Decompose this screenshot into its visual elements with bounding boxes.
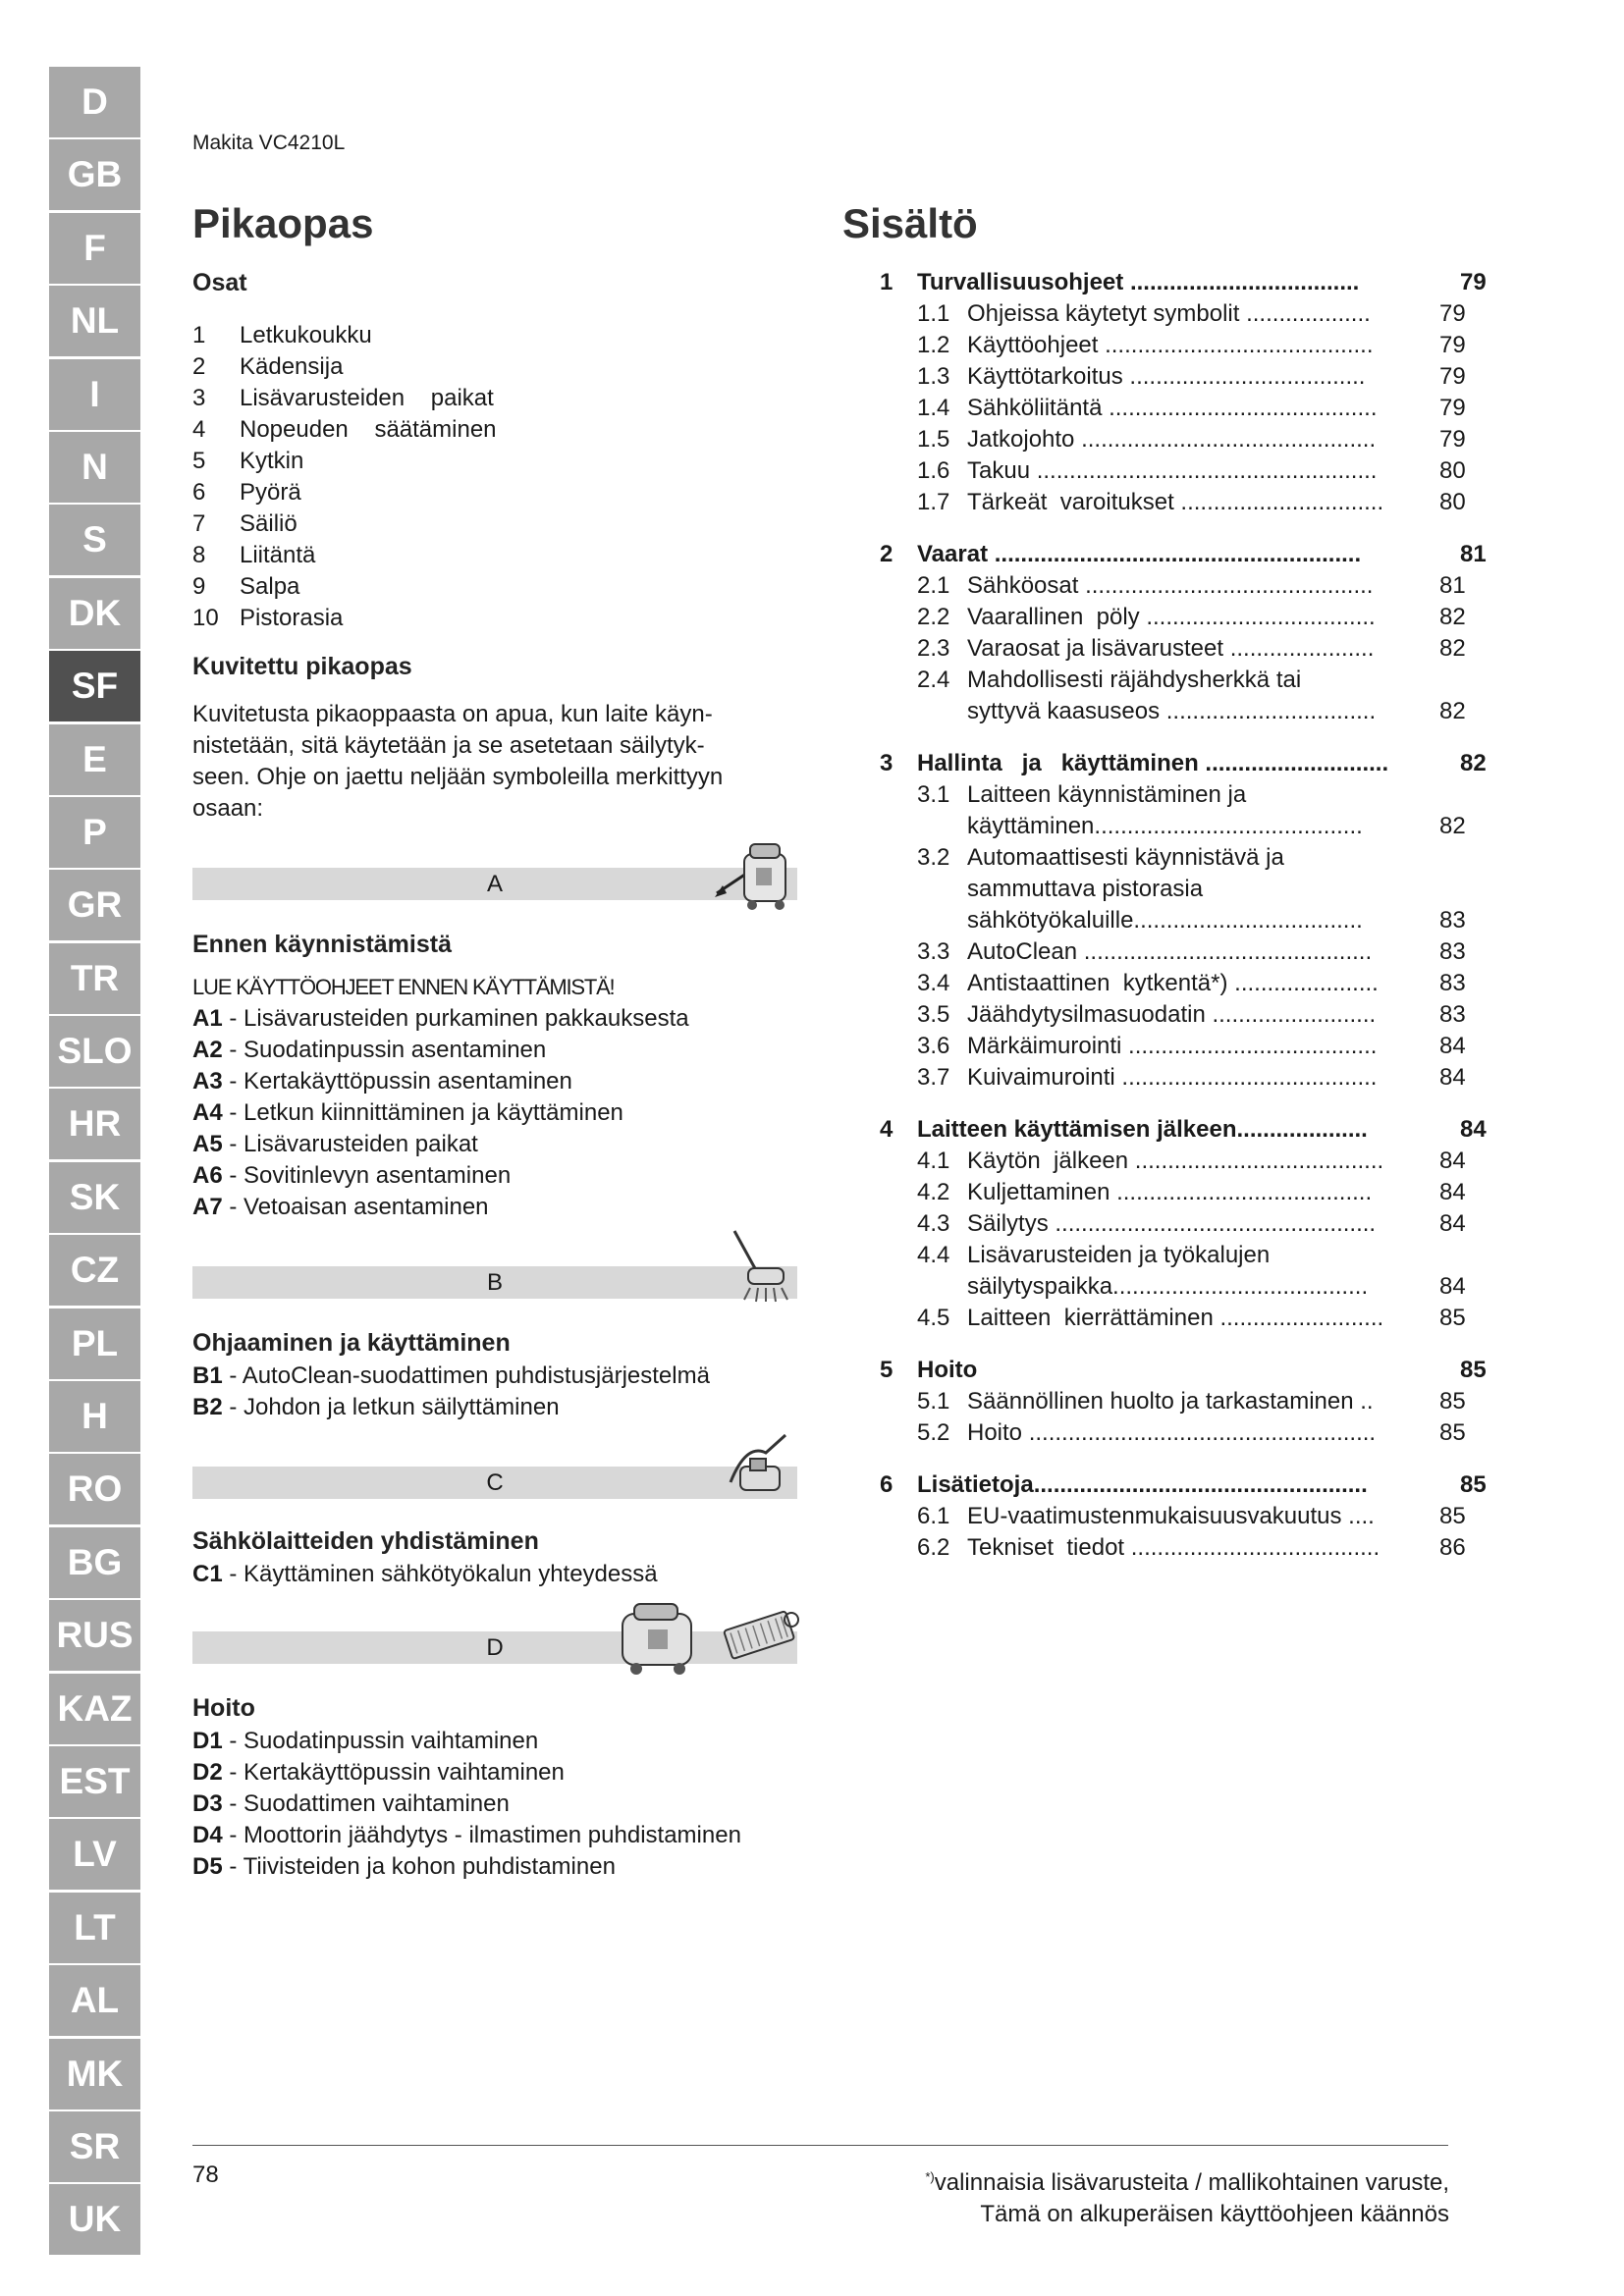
toc-item[interactable] xyxy=(0,876,1512,907)
toc-item-page: 84 xyxy=(1439,1179,1466,1205)
instruction-code: A3 xyxy=(192,1068,223,1095)
language-tab-tr[interactable]: TR xyxy=(49,943,140,1014)
toc-item-label: Ohjeissa käytetyt symbolit ................... xyxy=(967,300,1371,327)
toc-item-label: Automaattisesti käynnistävä ja xyxy=(967,844,1284,871)
instruction-text: - Suodattimen vaihtaminen xyxy=(222,1790,510,1817)
toc-chapter-number: 5 xyxy=(880,1357,893,1383)
part-label: Salpa xyxy=(240,573,300,600)
footer-rule xyxy=(192,2145,1448,2146)
toc-item-number: 3.5 xyxy=(917,1001,950,1028)
language-tab-slo[interactable]: SLO xyxy=(49,1016,140,1087)
toc-item-number: 1.5 xyxy=(917,426,950,453)
instruction-text: - Lisävarusteiden paikat xyxy=(222,1131,478,1157)
language-tab-p[interactable]: P xyxy=(49,797,140,868)
language-tab-mk[interactable]: MK xyxy=(49,2039,140,2109)
toc-item-number: 4.4 xyxy=(917,1242,950,1268)
toc-item-label: Hoito ..................................................... xyxy=(967,1419,1377,1446)
part-label: Säiliö xyxy=(240,510,298,537)
toc-item-label: AutoClean ............................................ xyxy=(967,938,1373,965)
toc-item-number: 3.7 xyxy=(917,1064,950,1091)
toc-item-page: 82 xyxy=(1439,635,1466,662)
language-tab-kaz[interactable]: KAZ xyxy=(49,1674,140,1744)
toc-item-label: Lisävarusteiden ja työkalujen xyxy=(967,1242,1271,1268)
part-label: Letkukoukku xyxy=(240,322,372,348)
instruction-text: - Lisävarusteiden purkaminen pakkauksesta xyxy=(222,1005,689,1032)
toc-item[interactable] xyxy=(0,1210,1512,1242)
instruction-text: - Letkun kiinnittäminen ja käyttäminen xyxy=(222,1099,623,1126)
language-tab-s[interactable]: S xyxy=(49,505,140,575)
part-number: 7 xyxy=(192,510,206,537)
quick-guide-title: Pikaopas xyxy=(192,200,374,246)
parts-heading: Osat xyxy=(192,269,247,296)
language-tab-rus[interactable]: RUS xyxy=(49,1600,140,1671)
toc-item-page: 83 xyxy=(1439,938,1466,965)
toc-item-page: 84 xyxy=(1439,1064,1466,1091)
language-tab-gb[interactable]: GB xyxy=(49,139,140,210)
toc-item-label: Sähköliitäntä ......................................... xyxy=(967,395,1378,421)
toc-item-label: sammuttava pistorasia xyxy=(967,876,1204,902)
toc-item-page: 79 xyxy=(1439,363,1466,390)
toc-item[interactable] xyxy=(0,813,1512,844)
part-label: Nopeuden säätäminen xyxy=(240,416,497,443)
language-tab-d[interactable]: D xyxy=(49,67,140,137)
instruction-code: A4 xyxy=(192,1099,223,1126)
toc-chapter[interactable] xyxy=(0,1471,1512,1503)
toc-item[interactable] xyxy=(0,1388,1512,1419)
toc-item-label: Jatkojohto ............................................. xyxy=(967,426,1377,453)
toc-item[interactable] xyxy=(0,970,1512,1001)
toc-item-label: Säännöllinen huolto ja tarkastaminen .. xyxy=(967,1388,1374,1415)
instruction-text: - Johdon ja letkun säilyttäminen xyxy=(222,1394,560,1420)
instruction-code: A5 xyxy=(192,1131,223,1157)
illustrated-guide-heading: Kuvitettu pikaopas xyxy=(192,653,412,680)
instruction-code: D2 xyxy=(192,1759,223,1786)
toc-item-label: Laitteen kierrättäminen ......................... xyxy=(967,1305,1384,1331)
toc-item-label: Säilytys ................................................. xyxy=(967,1210,1377,1237)
toc-item-page: 80 xyxy=(1439,457,1466,484)
page-number: 78 xyxy=(192,2162,219,2188)
part-label: Kädensija xyxy=(240,353,344,380)
toc-item-label: Antistaattinen kytkentä*) ...................... xyxy=(967,970,1379,996)
toc-item-label: Kuljettaminen ....................................... xyxy=(967,1179,1373,1205)
toc-item-page: 79 xyxy=(1439,395,1466,421)
toc-item-page: 86 xyxy=(1439,1534,1466,1561)
language-tab-sk[interactable]: SK xyxy=(49,1162,140,1233)
toc-item[interactable] xyxy=(0,1305,1512,1336)
language-tab-sf[interactable]: SF xyxy=(49,651,140,721)
instruction-code: B2 xyxy=(192,1394,223,1420)
instruction-code: A2 xyxy=(192,1037,223,1063)
language-tab-h[interactable]: H xyxy=(49,1381,140,1452)
toc-item-number: 1.1 xyxy=(917,300,950,327)
instruction-code: D4 xyxy=(192,1822,223,1848)
language-tab-pl[interactable]: PL xyxy=(49,1308,140,1379)
toc-chapter[interactable] xyxy=(0,1357,1512,1388)
toc-item[interactable] xyxy=(0,332,1512,363)
intro-line: seen. Ohje on jaettu neljään symboleilla merkittyyn xyxy=(192,764,724,790)
language-tab-lv[interactable]: LV xyxy=(49,1819,140,1890)
toc-item[interactable] xyxy=(0,1064,1512,1095)
toc-item-number: 1.7 xyxy=(917,489,950,515)
instruction-code: B1 xyxy=(192,1362,223,1389)
toc-item-page: 80 xyxy=(1439,489,1466,515)
part-label: Pistorasia xyxy=(240,605,344,631)
toc-item-label: Vaarallinen pöly ................................... xyxy=(967,604,1376,630)
part-number: 2 xyxy=(192,353,206,380)
instruction-code: C1 xyxy=(192,1561,223,1587)
language-tab-n[interactable]: N xyxy=(49,432,140,503)
instruction-text: - Suodatinpussin asentaminen xyxy=(222,1037,547,1063)
intro-line: nistetään, sitä käytetään ja se asetetaan säilytyk- xyxy=(192,732,705,759)
toc-item[interactable] xyxy=(0,1033,1512,1064)
intro-line: Kuvitetusta pikaoppaasta on apua, kun laite käyn- xyxy=(192,701,713,727)
contents-title: Sisältö xyxy=(842,200,978,246)
toc-chapter[interactable] xyxy=(0,541,1512,572)
toc-item-page: 83 xyxy=(1439,907,1466,934)
toc-item-page: 83 xyxy=(1439,970,1466,996)
part-number: 5 xyxy=(192,448,206,474)
toc-item-number: 3.3 xyxy=(917,938,950,965)
toc-item[interactable] xyxy=(0,635,1512,667)
toc-item[interactable] xyxy=(0,907,1512,938)
toc-item[interactable] xyxy=(0,1148,1512,1179)
toc-item-page: 83 xyxy=(1439,1001,1466,1028)
part-number: 4 xyxy=(192,416,206,443)
toc-item[interactable] xyxy=(0,698,1512,729)
toc-item-number: 5.2 xyxy=(917,1419,950,1446)
toc-item-page: 79 xyxy=(1439,332,1466,358)
section-a-letter: A xyxy=(486,871,503,897)
toc-chapter-number: 2 xyxy=(880,541,893,567)
toc-chapter-number: 3 xyxy=(880,750,893,776)
instruction-text: - Vetoaisan asentaminen xyxy=(222,1194,489,1220)
section-b-heading: Ohjaaminen ja käyttäminen xyxy=(192,1329,511,1357)
toc-item[interactable] xyxy=(0,844,1512,876)
part-label: Liitäntä xyxy=(240,542,316,568)
instruction-item xyxy=(192,1789,510,1820)
toc-item[interactable] xyxy=(0,938,1512,970)
language-tab-ro[interactable]: RO xyxy=(49,1454,140,1524)
toc-item-page: 81 xyxy=(1439,572,1466,599)
toc-item-label: syttyvä kaasuseos ................................ xyxy=(967,698,1377,724)
toc-chapter-page: 82 xyxy=(1460,750,1487,776)
language-tab-al[interactable]: AL xyxy=(49,1965,140,2036)
toc-item-number: 1.3 xyxy=(917,363,950,390)
instruction-text: - Kertakäyttöpussin vaihtaminen xyxy=(222,1759,565,1786)
toc-item-page: 85 xyxy=(1439,1419,1466,1446)
toc-item[interactable] xyxy=(0,1179,1512,1210)
part-label: Pyörä xyxy=(240,479,301,506)
toc-item-number: 4.2 xyxy=(917,1179,950,1205)
toc-chapter-label: Turvallisuusohjeet ................................... xyxy=(917,269,1360,295)
toc-item[interactable] xyxy=(0,1419,1512,1451)
toc-chapter-number: 6 xyxy=(880,1471,893,1498)
instruction-text: - Kertakäyttöpussin asentaminen xyxy=(222,1068,572,1095)
toc-chapter-label: Laitteen käyttämisen jälkeen.................... xyxy=(917,1116,1368,1143)
toc-item-number: 6.1 xyxy=(917,1503,950,1529)
toc-item-number: 2.4 xyxy=(917,667,950,693)
instruction-text: - Suodatinpussin vaihtaminen xyxy=(222,1728,539,1754)
toc-item-number: 4.5 xyxy=(917,1305,950,1331)
toc-item-number: 1.2 xyxy=(917,332,950,358)
toc-item-page: 84 xyxy=(1439,1148,1466,1174)
part-number: 8 xyxy=(192,542,206,568)
toc-item[interactable] xyxy=(0,781,1512,813)
language-tab-gr[interactable]: GR xyxy=(49,870,140,940)
toc-item-label: Käyttötarkoitus .................................... xyxy=(967,363,1366,390)
toc-item-page: 82 xyxy=(1439,813,1466,839)
language-tab-cz[interactable]: CZ xyxy=(49,1235,140,1306)
toc-item-number: 2.3 xyxy=(917,635,950,662)
footnote xyxy=(925,2162,1449,2230)
toc-item-label: Laitteen käynnistäminen ja xyxy=(967,781,1247,808)
toc-item[interactable] xyxy=(0,572,1512,604)
section-c-heading: Sähkölaitteiden yhdistäminen xyxy=(192,1527,539,1555)
toc-item-label: sähkötyökaluille................................... xyxy=(967,907,1363,934)
toc-item-page: 84 xyxy=(1439,1273,1466,1300)
toc-chapter-page: 85 xyxy=(1460,1471,1487,1498)
instruction-code: D3 xyxy=(192,1790,223,1817)
toc-item-label: EU-vaatimustenmukaisuusvakuutus .... xyxy=(967,1503,1375,1529)
toc-item-number: 3.4 xyxy=(917,970,950,996)
toc-item[interactable] xyxy=(0,300,1512,332)
instruction-item xyxy=(192,1851,616,1883)
part-label: Lisävarusteiden paikat xyxy=(240,385,494,411)
toc-item[interactable] xyxy=(0,1503,1512,1534)
section-b-letter: B xyxy=(486,1269,503,1296)
instruction-code: A7 xyxy=(192,1194,223,1220)
toc-item-number: 4.1 xyxy=(917,1148,950,1174)
toc-chapter-page: 84 xyxy=(1460,1116,1487,1143)
intro-line: osaan: xyxy=(192,795,264,822)
toc-item-page: 82 xyxy=(1439,604,1466,630)
toc-chapter-label: Hoito xyxy=(917,1357,978,1383)
section-a-heading: Ennen käynnistämistä xyxy=(192,931,452,958)
toc-item-number: 3.2 xyxy=(917,844,950,871)
toc-item-label: käyttäminen......................................... xyxy=(967,813,1363,839)
instruction-code: D5 xyxy=(192,1853,223,1880)
toc-chapter[interactable] xyxy=(0,269,1512,300)
part-label: Kytkin xyxy=(240,448,304,474)
instruction-code: A6 xyxy=(192,1162,223,1189)
instruction-item xyxy=(192,1820,741,1851)
toc-item-number: 3.1 xyxy=(917,781,950,808)
toc-item-number: 1.6 xyxy=(917,457,950,484)
toc-item[interactable] xyxy=(0,395,1512,426)
toc-item-page: 79 xyxy=(1439,300,1466,327)
instruction-code: D1 xyxy=(192,1728,223,1754)
toc-item-label: Käytön jälkeen ...................................... xyxy=(967,1148,1384,1174)
toc-item-page: 85 xyxy=(1439,1305,1466,1331)
instruction-code: A1 xyxy=(192,1005,223,1032)
section-d-heading: Hoito xyxy=(192,1694,255,1722)
part-number: 6 xyxy=(192,479,206,506)
instruction-text: - Moottorin jäähdytys - ilmastimen puhdistaminen xyxy=(222,1822,741,1848)
part-number: 9 xyxy=(192,573,206,600)
toc-chapter-page: 81 xyxy=(1460,541,1487,567)
language-tab-nl[interactable]: NL xyxy=(49,286,140,356)
toc-chapter-label: Vaarat ........................................................ xyxy=(917,541,1362,567)
language-tab-f[interactable]: F xyxy=(49,213,140,284)
toc-chapter-label: Hallinta ja käyttäminen ............................ xyxy=(917,750,1389,776)
instruction-item xyxy=(192,1757,565,1789)
toc-item-label: Kuivaimurointi ....................................... xyxy=(967,1064,1378,1091)
toc-item-page: 84 xyxy=(1439,1033,1466,1059)
toc-item-label: Märkäimurointi ...................................... xyxy=(967,1033,1378,1059)
footnote-marker: *) xyxy=(925,2169,935,2184)
toc-item-number: 5.1 xyxy=(917,1388,950,1415)
instruction-text: - Sovitinlevyn asentaminen xyxy=(222,1162,512,1189)
language-tab-hr[interactable]: HR xyxy=(49,1089,140,1159)
language-tab-uk[interactable]: UK xyxy=(49,2184,140,2255)
toc-chapter-number: 1 xyxy=(880,269,893,295)
language-tab-dk[interactable]: DK xyxy=(49,578,140,649)
toc-item-label: Jäähdytysilmasuodatin ......................... xyxy=(967,1001,1377,1028)
toc-chapter-number: 4 xyxy=(880,1116,893,1143)
toc-item[interactable] xyxy=(0,489,1512,520)
footnote-line-1: valinnaisia lisävarusteita / mallikohtainen varuste, xyxy=(934,2169,1449,2196)
language-tab-est[interactable]: EST xyxy=(49,1746,140,1817)
toc-chapter[interactable] xyxy=(0,750,1512,781)
language-tab-lt[interactable]: LT xyxy=(49,1893,140,1963)
toc-item[interactable] xyxy=(0,1534,1512,1566)
instruction-text: - Tiivisteiden ja kohon puhdistaminen xyxy=(222,1853,616,1880)
instruction-item xyxy=(192,1726,538,1757)
toc-chapter-page: 79 xyxy=(1460,269,1487,295)
toc-item-page: 85 xyxy=(1439,1503,1466,1529)
toc-item-label: Mahdollisesti räjähdysherkkä tai xyxy=(967,667,1302,693)
part-number: 1 xyxy=(192,322,206,348)
toc-item-page: 79 xyxy=(1439,426,1466,453)
section-d-letter: D xyxy=(486,1634,504,1661)
language-tab-bg[interactable]: BG xyxy=(49,1527,140,1598)
part-number: 3 xyxy=(192,385,206,411)
toc-item[interactable] xyxy=(0,457,1512,489)
toc-item[interactable] xyxy=(0,1242,1512,1273)
language-tab-i[interactable]: I xyxy=(49,359,140,430)
language-tab-e[interactable]: E xyxy=(49,724,140,795)
toc-item-label: Takuu .................................................... xyxy=(967,457,1378,484)
toc-item[interactable] xyxy=(0,604,1512,635)
read-manual-warning: LUE KÄYTTÖOHJEET ENNEN KÄYTTÄMISTÄ! xyxy=(192,975,615,999)
toc-item-page: 84 xyxy=(1439,1210,1466,1237)
language-tab-sr[interactable]: SR xyxy=(49,2111,140,2182)
toc-chapter[interactable] xyxy=(0,1116,1512,1148)
model-name: Makita VC4210L xyxy=(192,132,346,154)
toc-item-number: 2.2 xyxy=(917,604,950,630)
toc-item-label: Käyttöohjeet ......................................... xyxy=(967,332,1374,358)
toc-item-number: 1.4 xyxy=(917,395,950,421)
toc-chapter-page: 85 xyxy=(1460,1357,1487,1383)
toc-item-label: Tekniset tiedot ...................................... xyxy=(967,1534,1380,1561)
toc-item-label: Varaosat ja lisävarusteet ...................... xyxy=(967,635,1375,662)
toc-item[interactable] xyxy=(0,1273,1512,1305)
toc-item-number: 6.2 xyxy=(917,1534,950,1561)
footnote-line-2: Tämä on alkuperäisen käyttöohjeen käännös xyxy=(980,2201,1449,2227)
toc-item-number: 2.1 xyxy=(917,572,950,599)
toc-item-number: 4.3 xyxy=(917,1210,950,1237)
toc-item[interactable] xyxy=(0,667,1512,698)
toc-item-label: Tärkeät varoitukset ............................... xyxy=(967,489,1384,515)
instruction-text: - Käyttäminen sähkötyökalun yhteydessä xyxy=(222,1561,658,1587)
toc-item-page: 85 xyxy=(1439,1388,1466,1415)
instruction-text: - AutoClean-suodattimen puhdistusjärjestelmä xyxy=(222,1362,710,1389)
toc-item[interactable] xyxy=(0,426,1512,457)
toc-chapter-label: Lisätietoja................................................... xyxy=(917,1471,1368,1498)
toc-item-label: säilytyspaikka....................................... xyxy=(967,1273,1369,1300)
toc-item-number: 3.6 xyxy=(917,1033,950,1059)
toc-item[interactable] xyxy=(0,363,1512,395)
part-number: 10 xyxy=(192,605,219,631)
maintenance-illustration xyxy=(619,1600,801,1679)
section-c-letter: C xyxy=(486,1469,504,1496)
toc-item[interactable] xyxy=(0,1001,1512,1033)
toc-item-label: Sähköosat ............................................ xyxy=(967,572,1374,599)
toc-item-page: 82 xyxy=(1439,698,1466,724)
